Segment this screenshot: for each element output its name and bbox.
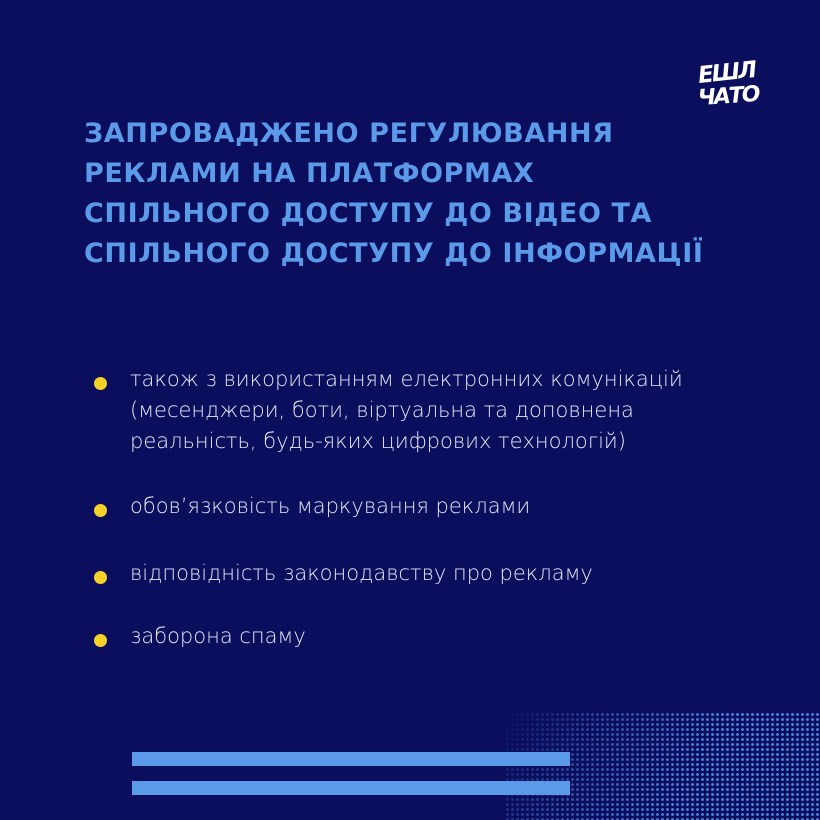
bullet-text: [130, 364, 750, 457]
bullet-dot-icon: [94, 504, 107, 517]
headline-line: ЗАПРОВАДЖЕНО РЕГУЛЮВАННЯ: [84, 118, 614, 149]
bullet-dot-icon: [94, 634, 107, 647]
bullet-text: [130, 621, 750, 652]
bullet-line: реальність, будь-яких цифрових технологій): [130, 429, 626, 453]
headline-line: СПІЛЬНОГО ДОСТУПУ ДО ІНФОРМАЦІЇ: [84, 238, 704, 269]
headline-line: РЕКЛАМИ НА ПЛАТФОРМАХ: [84, 158, 535, 189]
bullet-line: відповідність законодавству про рекламу: [130, 561, 593, 585]
bullet-text: [130, 491, 750, 522]
logo-line-2: ЧАТО: [697, 81, 760, 112]
bullet-dot-icon: [94, 377, 107, 390]
bullet-line: (месенджери, боти, віртуальна та доповнена: [130, 398, 634, 422]
brand-logo: [690, 57, 770, 122]
logo-line-1: ЕШЛ: [696, 57, 757, 89]
decorative-stripe: [132, 781, 570, 795]
bullet-dot-icon: [94, 571, 107, 584]
decorative-stripe: [132, 752, 570, 766]
halftone-pattern: [505, 712, 820, 820]
bullet-line: також з використанням електронних комунікацій: [130, 367, 683, 391]
bullet-line: обов’язковість маркування реклами: [130, 494, 531, 518]
headline-line: СПІЛЬНОГО ДОСТУПУ ДО ВІДЕО ТА: [84, 198, 653, 229]
bullet-text: [130, 558, 750, 589]
headline: [84, 114, 774, 274]
bullet-line: заборона спаму: [130, 624, 306, 648]
